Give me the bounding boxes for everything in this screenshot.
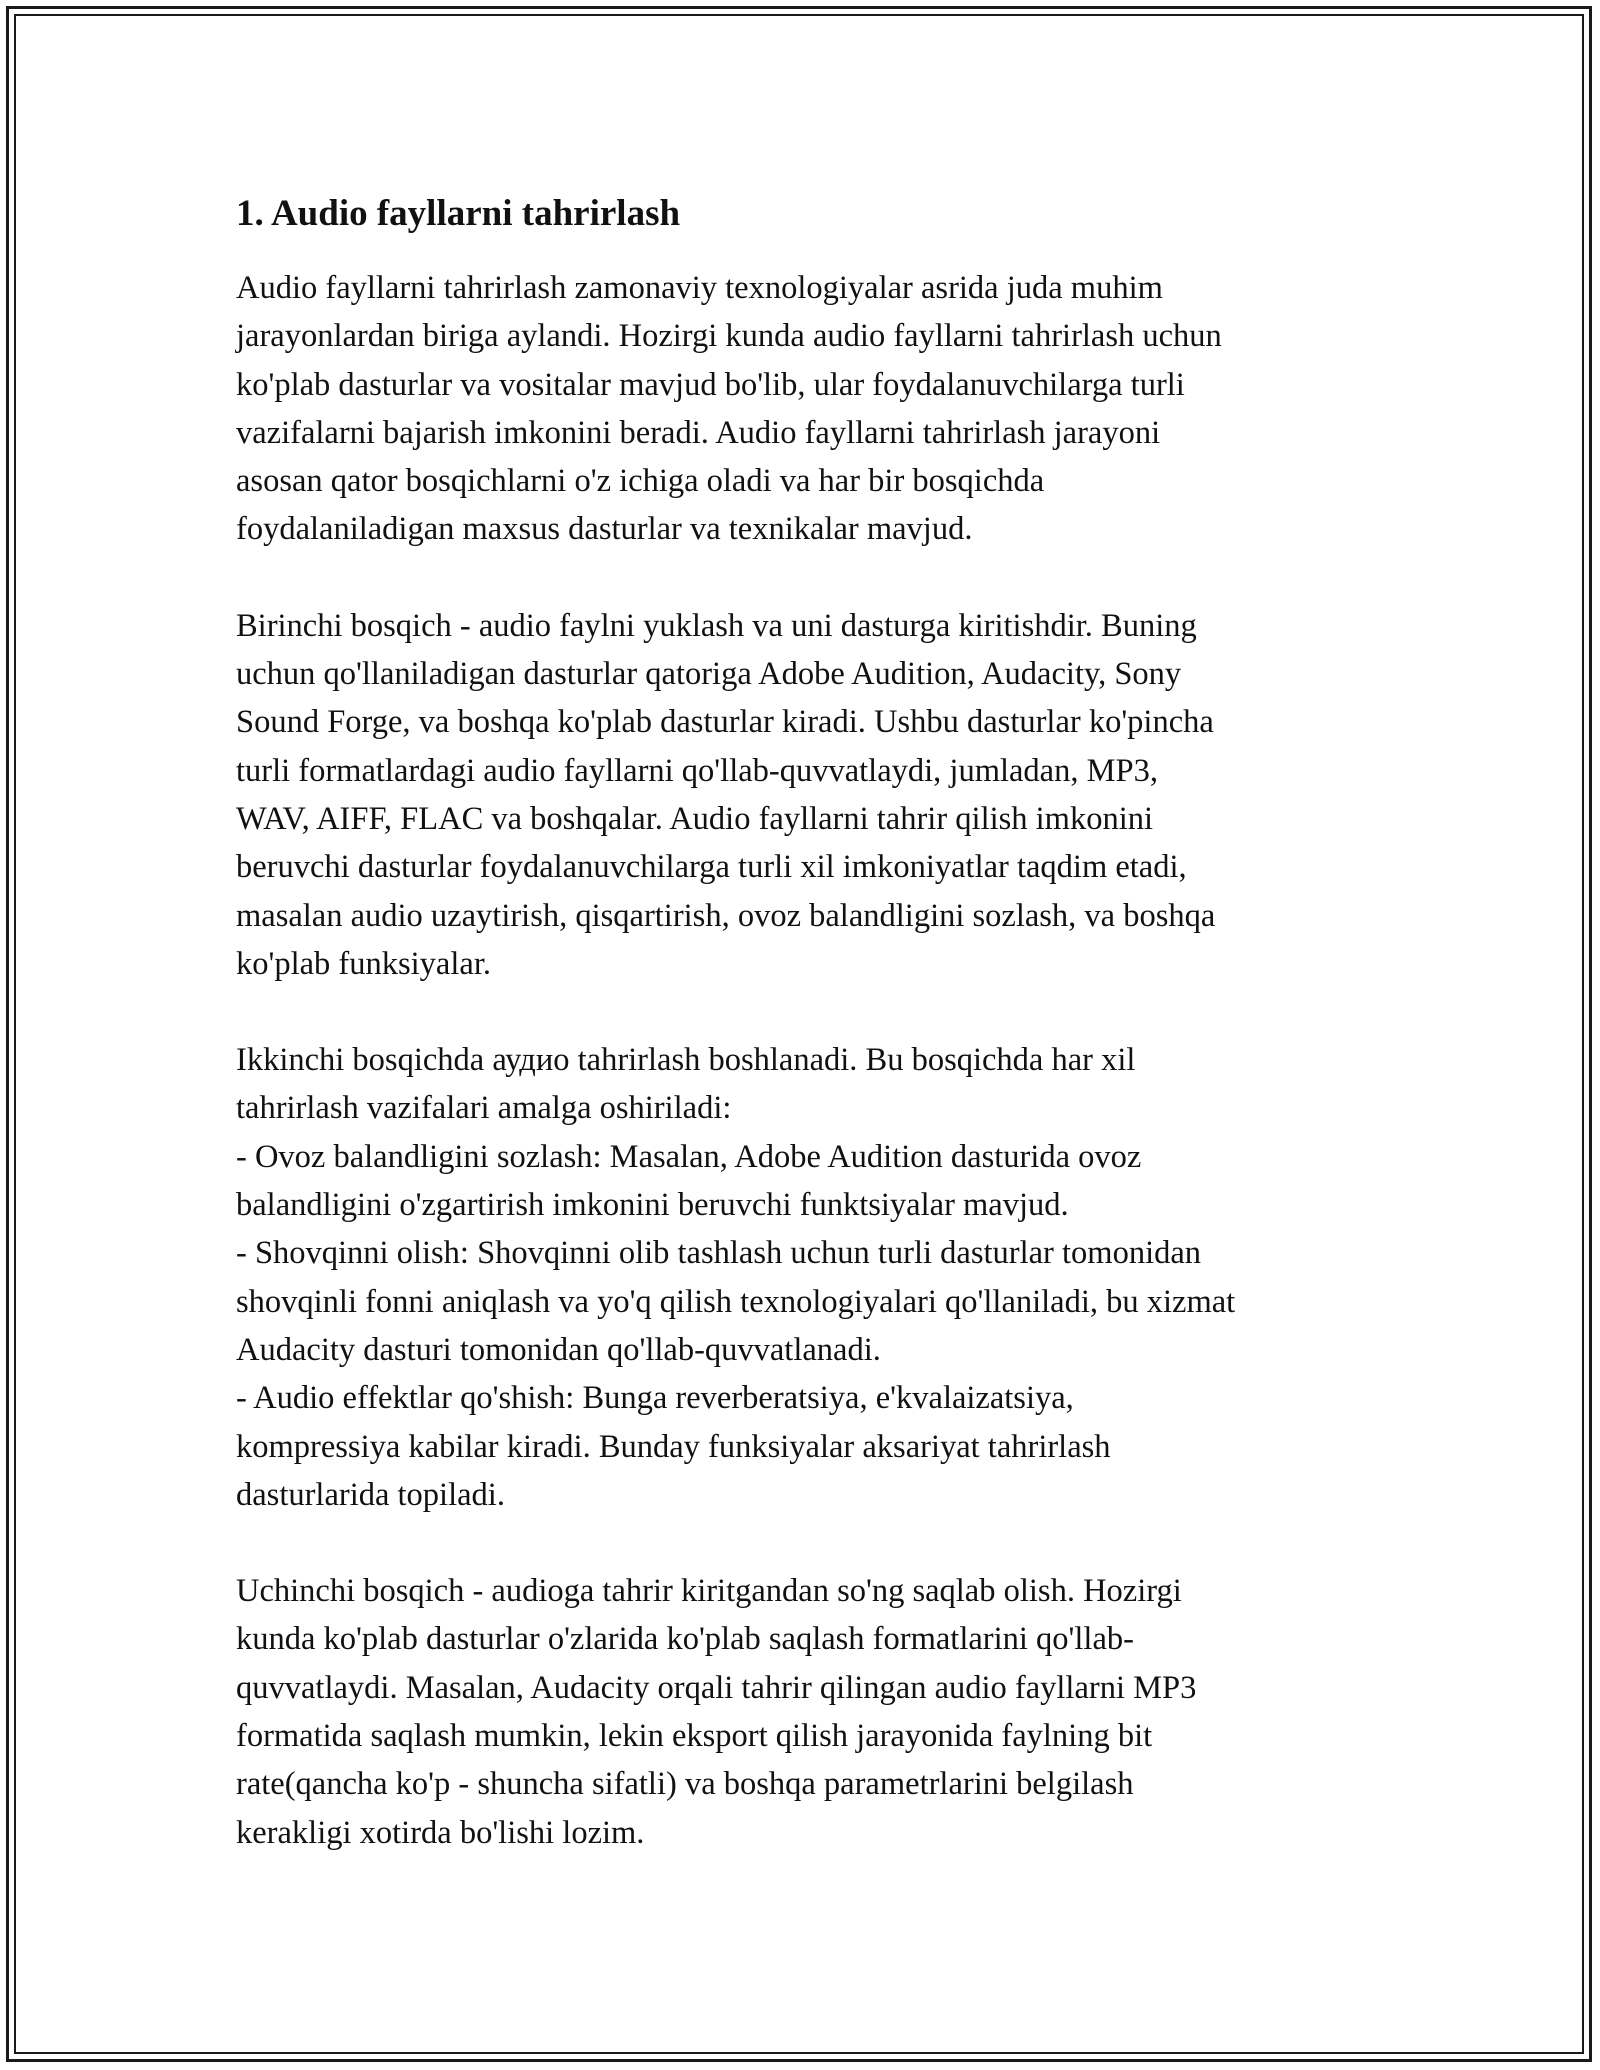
text-line: ko'plab dasturlar va vositalar mavjud bo'lib, ular foydalanuvchilarga turli	[236, 366, 1185, 403]
paragraph-first-stage	[236, 602, 1371, 988]
text-line: asosan qator bosqichlarni o'z ichiga oladi va har bir bosqichda	[236, 463, 1045, 500]
text-line: dasturlarida topiladi.	[236, 1476, 505, 1513]
text-line: turli formatlardagi audio fayllarni qo'llab-quvvatlaydi, jumladan, MP3,	[236, 752, 1158, 789]
document-title: 1. Audio fayllarni tahrirlash	[236, 193, 681, 234]
paragraph-second-stage	[236, 1036, 1371, 1519]
text-line: Audacity dasturi tomonidan qo'llab-quvvatlanadi.	[236, 1331, 881, 1368]
text-line: Uchinchi bosqich - audioga tahrir kiritgandan so'ng saqlab olish. Hozirgi	[236, 1573, 1182, 1610]
text-line: rate(qancha ko'p - shuncha sifatli) va boshqa parametrlarini belgilash	[236, 1766, 1134, 1803]
text-line: WAV, AIFF, FLAC va boshqalar. Audio fayllarni tahrir qilish imkonini	[236, 800, 1154, 837]
text-line: Sound Forge, va boshqa ko'plab dasturlar kiradi. Ushbu dasturlar ko'pincha	[236, 704, 1214, 741]
text-line: kompressiya kabilar kiradi. Bunday funksiyalar aksariyat tahrirlash	[236, 1428, 1111, 1465]
text-line: balandligini o'zgartirish imkonini beruvchi funktsiyalar mavjud.	[236, 1187, 1069, 1224]
paragraph-intro	[236, 264, 1371, 554]
text-line: kerakligi xotirda bo'lishi lozim.	[236, 1814, 645, 1851]
text-line: Audio fayllarni tahrirlash zamonaviy texnologiyalar asrida juda muhim	[236, 270, 1163, 306]
text-line: Ikkinchi bosqichda аудио tahrirlash boshlanadi. Bu bosqichda har xil	[236, 1042, 1136, 1079]
text-line: ko'plab funksiyalar.	[236, 945, 491, 982]
text-line: foydalaniladigan maxsus dasturlar va texnikalar mavjud.	[236, 511, 973, 548]
text-line: Birinchi bosqich - audio faylni yuklash va uni dasturga kiritishdir. Buning	[236, 607, 1197, 644]
text-line: masalan audio uzaytirish, qisqartirish, ovoz balandligini sozlash, va boshqa	[236, 897, 1216, 934]
text-line: quvvatlaydi. Masalan, Audacity orqali tahrir qilingan audio fayllarni MP3	[236, 1669, 1197, 1706]
text-line: formatida saqlash mumkin, lekin eksport qilish jarayonida faylning bit	[236, 1718, 1153, 1755]
list-item: - Shovqinni olish: Shovqinni olib tashlash uchun turli dasturlar tomonidan	[236, 1235, 1202, 1272]
text-line: vazifalarni bajarish imkonini beradi. Audio fayllarni tahrirlash jarayoni	[236, 414, 1161, 451]
text-line: beruvchi dasturlar foydalanuvchilarga turli xil imkoniyatlar taqdim etadi,	[236, 849, 1187, 886]
document-body	[236, 190, 1371, 1905]
text-line: uchun qo'llaniladigan dasturlar qatoriga Adobe Audition, Audacity, Sony	[236, 656, 1182, 693]
paragraph-third-stage	[236, 1567, 1371, 1857]
list-item: - Audio effektlar qo'shish: Bunga reverberatsiya, e'kvalaizatsiya,	[236, 1380, 1074, 1417]
text-line: tahrirlash vazifalari amalga oshiriladi:	[236, 1090, 732, 1127]
list-item: - Ovoz balandligini sozlash: Masalan, Adobe Audition dasturida ovoz	[236, 1138, 1142, 1175]
text-line: kunda ko'plab dasturlar o'zlarida ko'plab saqlash formatlarini qo'llab-	[236, 1621, 1134, 1658]
text-line: shovqinli fonni aniqlash va yo'q qilish texnologiyalari qo'llaniladi, bu xizmat	[236, 1283, 1236, 1320]
text-line: jarayonlardan biriga aylandi. Hozirgi kunda audio fayllarni tahrirlash uchun	[236, 318, 1222, 355]
